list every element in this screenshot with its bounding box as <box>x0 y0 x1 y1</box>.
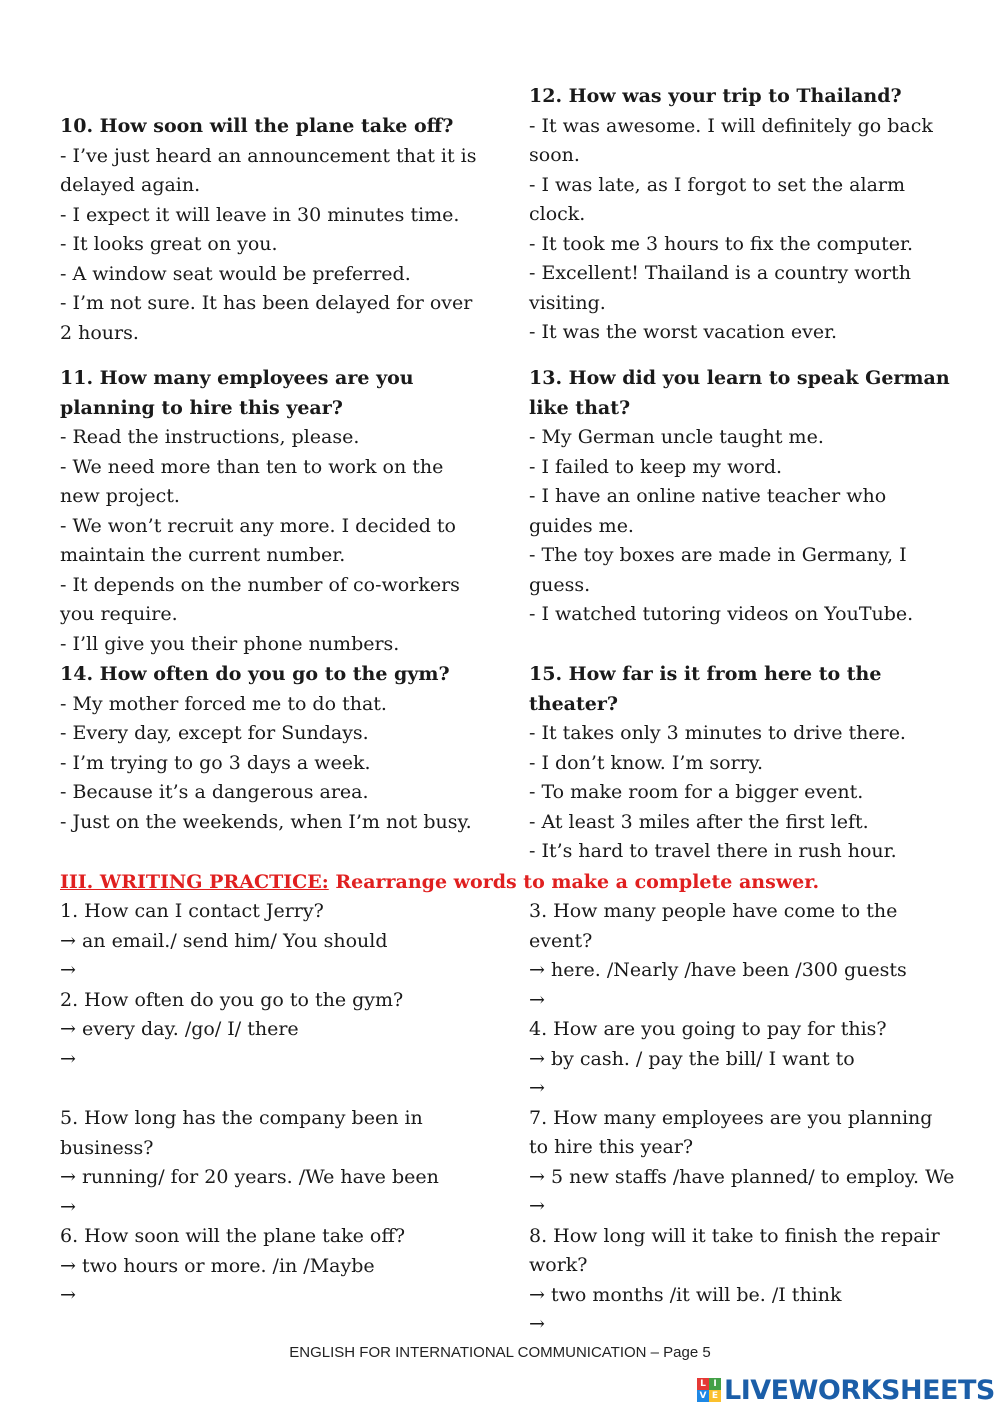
answer-arrow-line: → by cash. / pay the bill/ I want to <box>529 1047 855 1070</box>
text-line: - Excellent! Thailand is a country worth <box>529 262 911 284</box>
text-line: - Every day, except for Sundays. <box>60 722 369 744</box>
text-line: - I’ll give you their phone numbers. <box>60 632 400 655</box>
writing-w1 <box>60 897 480 1074</box>
section-heading <box>60 868 819 898</box>
text-line: - A window seat would be preferred. <box>60 262 411 285</box>
question-line: 10. How soon will the plane take off? <box>60 115 454 137</box>
text-line: 5. How long has the company been in <box>60 1107 423 1129</box>
text-line: business? <box>60 1136 154 1159</box>
text-line: 4. How are you going to pay for this? <box>529 1018 887 1040</box>
answer-arrow-line: → <box>60 959 76 981</box>
block-q11 <box>60 364 480 659</box>
text-line: - It’s hard to travel there in rush hour. <box>529 840 897 862</box>
text-line: guess. <box>529 573 591 596</box>
text-line: - We won’t recruit any more. I decided to <box>60 514 456 537</box>
text-line: visiting. <box>529 291 606 314</box>
writing-w5 <box>60 1104 480 1311</box>
text-line: - I have an online native teacher who <box>529 485 887 507</box>
text-line: new project. <box>60 485 180 507</box>
text-line: you require. <box>60 603 178 625</box>
question-line: planning to hire this year? <box>60 396 343 419</box>
liveworksheets-logo-icon: L I V E <box>697 1378 721 1402</box>
answer-arrow-line: → <box>60 1047 76 1070</box>
question-line: 11. How many employees are you <box>60 367 414 389</box>
text-line: - It looks great on you. <box>60 233 278 255</box>
text-line: - We need more than ten to work on the <box>60 455 444 478</box>
text-line: - It takes only 3 minutes to drive there. <box>529 722 906 744</box>
question-line: 14. How often do you go to the gym? <box>60 663 450 685</box>
text-line: guides me. <box>529 514 634 537</box>
text-line: - It took me 3 hours to fix the computer. <box>529 232 914 255</box>
answer-arrow-line: → an email./ send him/ You should <box>60 929 388 952</box>
text-line: - Because it’s a dangerous area. <box>60 781 369 803</box>
text-line: - It depends on the number of co-workers <box>60 573 460 596</box>
question-line: 12. How was your trip to Thailand? <box>529 85 902 107</box>
answer-arrow-line: → two hours or more. /in /Maybe <box>60 1254 375 1277</box>
text-line: - Just on the weekends, when I’m not busy. <box>60 810 472 833</box>
block-q13 <box>529 364 949 630</box>
text-line: - I don’t know. I’m sorry. <box>529 751 764 774</box>
text-line: - At least 3 miles after the first left. <box>529 810 869 833</box>
text-line: - It was the worst vacation ever. <box>529 321 838 343</box>
text-line: - My mother forced me to do that. <box>60 692 387 715</box>
answer-arrow-line: → <box>529 1313 545 1335</box>
answer-arrow-line: → <box>529 1077 545 1099</box>
text-line: work? <box>529 1254 588 1276</box>
answer-arrow-line: → two months /it will be. /I think <box>529 1283 842 1306</box>
answer-arrow-line: → 5 new staffs /have planned/ to employ. We <box>529 1165 955 1188</box>
block-q15 <box>529 660 949 867</box>
text-line: - I was late, as I forgot to set the alarm <box>529 173 906 196</box>
answer-arrow-line: → running/ for 20 years. /We have been <box>60 1166 439 1188</box>
text-line: 6. How soon will the plane take off? <box>60 1225 406 1247</box>
answer-arrow-line: → <box>60 1284 76 1306</box>
text-line: 7. How many employees are you planning <box>529 1106 933 1129</box>
text-line: soon. <box>529 144 580 166</box>
text-line: - I watched tutoring videos on YouTube. <box>529 603 914 625</box>
text-line: - The toy boxes are made in Germany, I <box>529 544 907 566</box>
text-line: 2 hours. <box>60 321 139 344</box>
text-line: - I’m not sure. It has been delayed for over <box>60 292 473 314</box>
answer-arrow-line: → every day. /go/ I/ there <box>60 1018 299 1040</box>
text-line: - To make room for a bigger event. <box>529 781 864 803</box>
text-line: 1. How can I contact Jerry? <box>60 900 324 922</box>
question-line: 13. How did you learn to speak German <box>529 367 950 389</box>
answer-arrow-line: → <box>60 1195 76 1218</box>
text-line: - I failed to keep my word. <box>529 455 783 478</box>
page-footer: ENGLISH FOR INTERNATIONAL COMMUNICATION – Page 5 <box>289 1344 711 1361</box>
block-q10 <box>60 112 480 348</box>
question-line: like that? <box>529 396 631 419</box>
text-line: - Read the instructions, please. <box>60 426 360 448</box>
liveworksheets-logo-text: LIVEWORKSHEETS <box>724 1374 995 1406</box>
section-heading-instruction: Rearrange words to make a complete answer. <box>328 871 820 893</box>
text-line: - I expect it will leave in 30 minutes time. <box>60 203 460 226</box>
text-line: clock. <box>529 203 586 225</box>
question-line: theater? <box>529 692 618 715</box>
section-heading-title: III. WRITING PRACTICE: <box>60 871 329 893</box>
answer-arrow-line: → here. /Nearly /have been /300 guests <box>529 959 907 981</box>
writing-w3 <box>529 897 969 1340</box>
block-q14 <box>60 660 480 837</box>
liveworksheets-logo <box>697 1373 995 1407</box>
question-line: 15. How far is it from here to the <box>529 663 882 685</box>
text-line: event? <box>529 929 593 952</box>
text-line: - I’ve just heard an announcement that it is <box>60 144 477 167</box>
answer-arrow-line: → <box>529 1195 545 1217</box>
text-line: - My German uncle taught me. <box>529 426 824 448</box>
text-line: - It was awesome. I will definitely go back <box>529 114 933 137</box>
text-line: to hire this year? <box>529 1136 694 1158</box>
text-line: 8. How long will it take to finish the repair <box>529 1224 940 1247</box>
text-line: 3. How many people have come to the <box>529 900 898 922</box>
text-line: - I’m trying to go 3 days a week. <box>60 751 371 774</box>
text-line: maintain the current number. <box>60 544 346 566</box>
answer-arrow-line: → <box>529 988 545 1011</box>
text-line: delayed again. <box>60 174 201 196</box>
block-q12 <box>529 82 949 348</box>
text-line: 2. How often do you go to the gym? <box>60 988 404 1011</box>
